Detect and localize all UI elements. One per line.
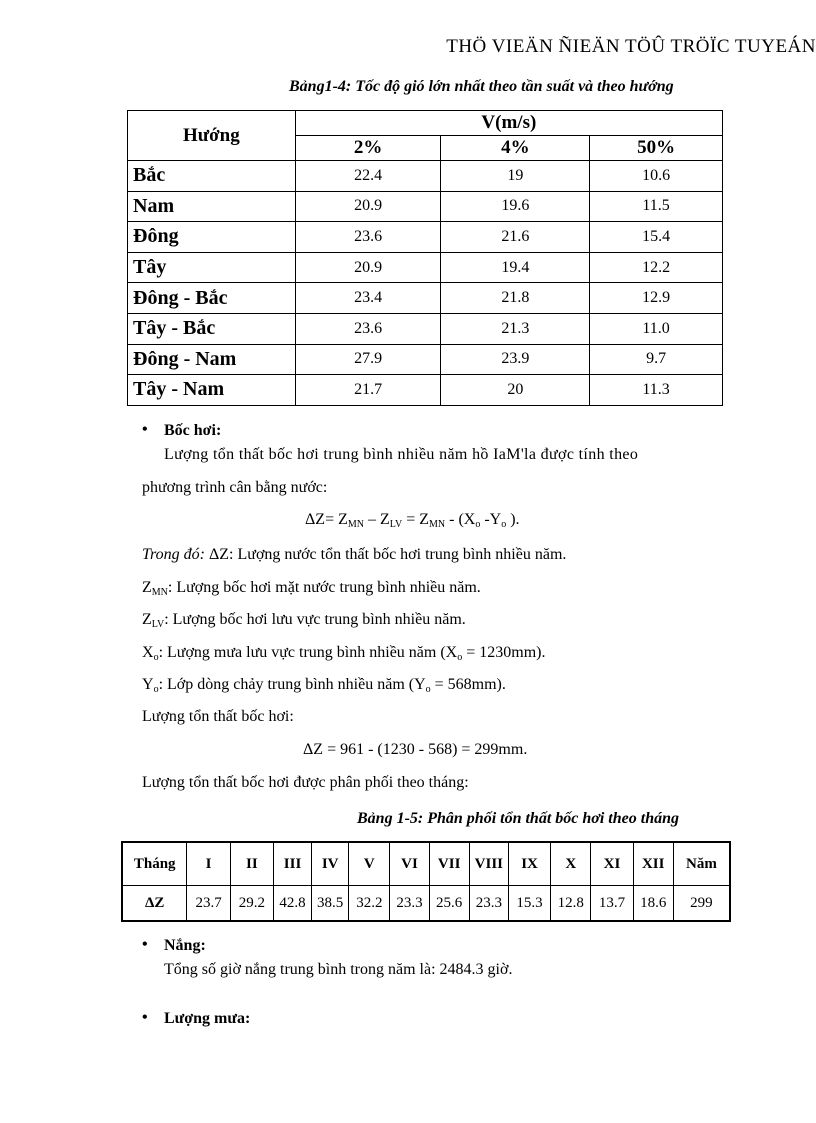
yo-line: $Y_o$: Lớp dòng chảy trung bình nhiều năm $(Y_o = 568mm)$.	[142, 676, 506, 695]
month-header-label: Tháng	[122, 842, 187, 886]
month-cell: X	[551, 842, 591, 886]
month-cell: Năm	[673, 842, 730, 886]
value-cell: 27.9	[295, 344, 441, 375]
table-row	[128, 283, 723, 314]
value-cell: 21.7	[295, 375, 441, 406]
value-cell: 23.3	[390, 886, 429, 922]
direction-cell: Nam	[128, 191, 296, 222]
value-cell: 21.3	[441, 313, 590, 344]
value-cell: 25.6	[429, 886, 469, 922]
value-cell: 19.4	[441, 252, 590, 283]
table-row	[128, 313, 723, 344]
sun-text: Tổng số giờ nắng trung bình trong năm là: 2484.3 giờ.	[164, 961, 513, 978]
month-cell: VII	[429, 842, 469, 886]
value-cell: 38.5	[312, 886, 349, 922]
month-cell: IX	[508, 842, 550, 886]
month-header-row	[122, 842, 730, 886]
bullet-icon: •	[142, 936, 148, 953]
month-cell: VI	[390, 842, 429, 886]
bullet-icon: •	[142, 421, 148, 438]
table-row	[128, 375, 723, 406]
value-cell: 22.4	[295, 161, 441, 192]
value-cell: 11.5	[590, 191, 723, 222]
sun-heading: Nắng:	[164, 937, 206, 954]
direction-cell: Tây - Bắc	[128, 313, 296, 344]
value-cell: 23.6	[295, 222, 441, 253]
wind-speed-table	[127, 110, 723, 406]
dist-line: Lượng tổn thất bốc hơi được phân phối theo tháng:	[142, 774, 469, 791]
col-header-freq: 4%	[441, 136, 590, 161]
where-line: Trong đó: ΔZ: Lượng nước tổn thất bốc hơi trung bình nhiều năm.	[142, 546, 567, 563]
direction-cell: Tây - Nam	[128, 375, 296, 406]
loss-label: Lượng tổn thất bốc hơi:	[142, 708, 294, 725]
value-cell: 21.8	[441, 283, 590, 314]
table-row	[128, 161, 723, 192]
month-cell: I	[187, 842, 230, 886]
direction-cell: Đông	[128, 222, 296, 253]
value-cell: 15.3	[508, 886, 550, 922]
direction-cell: Bắc	[128, 161, 296, 192]
value-cell: 23.9	[441, 344, 590, 375]
loss-calc: ΔZ = 961 - (1230 - 568) = 299mm.	[303, 741, 528, 758]
value-cell: 23.4	[295, 283, 441, 314]
value-cell: 9.7	[590, 344, 723, 375]
value-cell: 23.6	[295, 313, 441, 344]
direction-cell: Đông - Nam	[128, 344, 296, 375]
xo-line: $X_o$: Lượng mưa lưu vực trung bình nhiều năm $(X_o = 1230mm)$.	[142, 644, 546, 663]
value-cell: 18.6	[633, 886, 673, 922]
page-header: THÖ VIEÄN ÑIEÄN TÖÛ TRÖÏC TUYEÁN	[446, 36, 816, 57]
value-cell: 19	[441, 161, 590, 192]
value-cell: 12.9	[590, 283, 723, 314]
table-row	[128, 344, 723, 375]
value-cell: 299	[673, 886, 730, 922]
value-cell: 20.9	[295, 191, 441, 222]
table-row	[128, 191, 723, 222]
value-cell: 23.3	[469, 886, 508, 922]
rain-heading: Lượng mưa:	[164, 1010, 251, 1027]
zmn-line: $Z_{MN}$: Lượng bốc hơi mặt nước trung bình nhiều năm.	[142, 579, 481, 598]
table2-caption: Bảng 1-5: Phân phối tổn thất bốc hơi theo tháng	[357, 810, 679, 827]
evap-formula: $\Delta Z= Z_{MN} - Z_{LV} = Z_{MN} - (X_o$ $-Y_o$ ).	[305, 511, 520, 530]
value-cell: 32.2	[349, 886, 390, 922]
bullet-icon: •	[142, 1009, 148, 1026]
value-cell: 19.6	[441, 191, 590, 222]
col-header-freq: 2%	[295, 136, 441, 161]
value-cell: 20	[441, 375, 590, 406]
month-cell: V	[349, 842, 390, 886]
month-cell: XII	[633, 842, 673, 886]
month-cell: VIII	[469, 842, 508, 886]
value-cell: 29.2	[230, 886, 273, 922]
value-cell: 11.3	[590, 375, 723, 406]
table1-caption: Bảng1-4: Tốc độ gió lớn nhất theo tần suất và theo hướng	[289, 78, 674, 95]
month-cell: II	[230, 842, 273, 886]
table-row	[128, 252, 723, 283]
direction-cell: Tây	[128, 252, 296, 283]
value-cell: 11.0	[590, 313, 723, 344]
col-header-direction: Hướng	[128, 111, 296, 161]
value-cell: 42.8	[273, 886, 311, 922]
direction-cell: Đông - Bắc	[128, 283, 296, 314]
value-cell: 23.7	[187, 886, 230, 922]
value-cell: 21.6	[441, 222, 590, 253]
value-cell: 12.8	[551, 886, 591, 922]
value-row	[122, 886, 730, 922]
month-cell: III	[273, 842, 311, 886]
month-cell: XI	[591, 842, 633, 886]
value-row-label: ΔZ	[122, 886, 187, 922]
value-cell: 13.7	[591, 886, 633, 922]
evap-para-line1: Lượng tổn thất bốc hơi trung bình nhiều năm hồ IaM'la được tính theo	[164, 446, 639, 463]
value-cell: 15.4	[590, 222, 723, 253]
evap-para-line2: phương trình cân bằng nước:	[142, 479, 328, 496]
value-cell: 10.6	[590, 161, 723, 192]
zlv-line: $Z_{LV}$: Lượng bốc hơi lưu vực trung bình nhiều năm.	[142, 611, 466, 630]
col-header-freq: 50%	[590, 136, 723, 161]
table-row	[128, 222, 723, 253]
value-cell: 12.2	[590, 252, 723, 283]
evaporation-month-table	[121, 841, 731, 922]
col-header-velocity: V(m/s)	[295, 111, 722, 136]
month-cell: IV	[312, 842, 349, 886]
value-cell: 20.9	[295, 252, 441, 283]
evap-heading: Bốc hơi:	[164, 422, 222, 439]
